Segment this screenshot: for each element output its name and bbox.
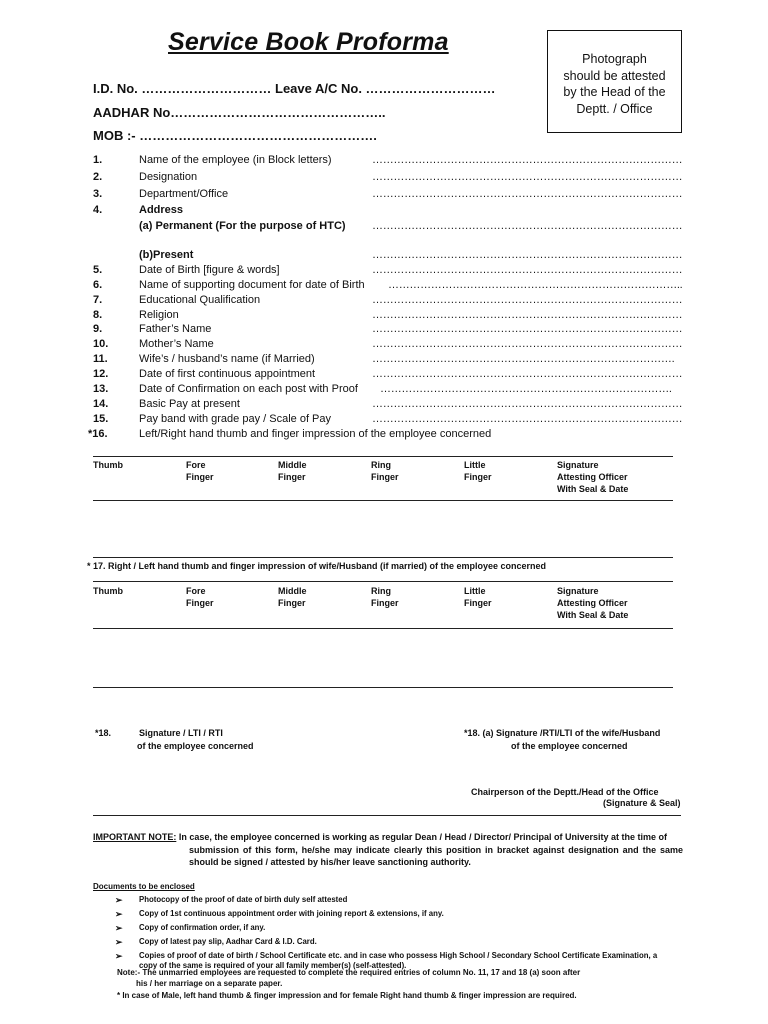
field-input-dots[interactable]: …………………………………………………………………………… (372, 188, 683, 200)
field-input-dots[interactable]: …………………………………………………………………………… (372, 264, 683, 276)
finger-col-label: Finger (371, 472, 399, 482)
field-number: 11. (93, 353, 108, 365)
field-label: Designation (139, 171, 198, 183)
field-number: 9. (93, 323, 103, 335)
page-title: Service Book Proforma (168, 28, 449, 56)
field-input-dots[interactable]: …………………………………………………………………………… (372, 398, 683, 410)
photograph-box (547, 30, 682, 133)
arrow-bullet-icon: ➢ (115, 937, 123, 947)
finger-col-label: Ring (371, 586, 391, 596)
field-number: 2. (93, 171, 103, 183)
finger-col-label: Thumb (93, 460, 123, 470)
note-unmarried: Note:- The unmarried employees are requested to complete the required entries of column No. 11, 17 and 18 (a) soon after (117, 968, 581, 977)
field-input-dots[interactable]: …………………………………………………………………………… (372, 249, 683, 261)
field-label: Date of Confirmation on each post with Proof (139, 383, 358, 395)
document-item (115, 895, 665, 906)
note-unmarried-cont: his / her marriage on a separate paper. (136, 979, 283, 988)
documents-title: Documents to be enclosed (93, 882, 195, 891)
note-male-female: * In case of Male, left hand thumb & finger impression and for female Right hand thumb & finger impression are required. (117, 991, 577, 1000)
document-item-text: Copy of confirmation order, if any. (139, 923, 266, 932)
divider (93, 815, 681, 816)
field-input-dots[interactable]: …………………………………………………………………………… (372, 323, 683, 335)
document-item-text: Copy of 1st continuous appointment order with joining report & extensions, if any. (139, 909, 444, 918)
field-label: Religion (139, 309, 179, 321)
photo-text-4: Deptt. / Office (576, 101, 653, 116)
field-number: 4. (93, 204, 103, 216)
finger-col-label: Finger (278, 598, 306, 608)
photo-text-2: should be attested (563, 68, 666, 83)
finger-col-label: Attesting Officer (557, 472, 628, 482)
arrow-bullet-icon: ➢ (115, 923, 123, 933)
chairperson-line2: (Signature & Seal) (603, 798, 681, 808)
divider (93, 628, 673, 629)
divider (93, 581, 673, 582)
finger-col-label: Thumb (93, 586, 123, 596)
divider (93, 687, 673, 688)
field-label: Father’s Name (139, 323, 212, 335)
field-label: Name of supporting document for date of Birth (139, 279, 365, 291)
sig18a-right-line1: *18. (a) Signature /RTI/LTI of the wife/Husband (464, 728, 661, 738)
finger-col-label: Ring (371, 460, 391, 470)
field-label: Address (139, 204, 184, 216)
id-leave-line: I.D. No. ………………………… Leave A/C No. ………………………… (93, 81, 496, 96)
document-item-text: Photocopy of the proof of date of birth duly self attested (139, 895, 348, 904)
field-input-dots[interactable]: ……………………………………………………………………….. (388, 279, 683, 291)
field-number: 15. (93, 413, 109, 425)
finger-col-label: Finger (371, 598, 399, 608)
field-label: Left/Right hand thumb and finger impression of the employee concerned (139, 428, 492, 440)
finger-col-label: Fore (186, 460, 206, 470)
field-number: 7. (93, 294, 103, 306)
document-item (115, 923, 665, 934)
arrow-bullet-icon: ➢ (115, 895, 123, 905)
field-number: 13. (93, 383, 109, 395)
field-input-dots[interactable]: …………………………………………………………………………… (372, 338, 683, 350)
finger-col-label: Finger (464, 598, 492, 608)
sig18a-right-line2: of the employee concerned (511, 741, 628, 751)
divider (93, 500, 673, 501)
photo-text-3: by the Head of the (563, 85, 666, 99)
field-label: Mother’s Name (139, 338, 214, 350)
field-number: 10. (93, 338, 109, 350)
important-note-first: In case, the employee concerned is working as regular Dean / Head / Director/ Principal of University at the time of (178, 832, 667, 842)
mob-line: MOB :- ………………………………………………. (93, 128, 377, 143)
field-input-dots[interactable]: …………………………………………………………………………… (372, 154, 683, 166)
field-label: Pay band with grade pay / Scale of Pay (139, 413, 332, 425)
field-number: 6. (93, 279, 103, 291)
chairperson-line1: Chairperson of the Deptt./Head of the Office (471, 787, 659, 797)
field-label: (a) Permanent (For the purpose of HTC) (139, 220, 346, 232)
important-note-rest: submission of this form, he/she may indicate clearly this position in bracket against designation and the same should be signed / attested by his/her leave sanctioning authority. (189, 844, 683, 867)
document-item-text: Copy of latest pay slip, Aadhar Card & I.D. Card. (139, 937, 317, 946)
finger-col-label: With Seal & Date (557, 610, 629, 620)
arrow-bullet-icon: ➢ (115, 909, 123, 919)
field-number: 3. (93, 188, 103, 200)
field-number: 8. (93, 309, 103, 321)
field-label: Educational Qualification (139, 294, 261, 306)
finger-col-label: Signature (557, 460, 599, 470)
field-input-dots[interactable]: …………………………………………………………………………… (372, 171, 683, 183)
field-input-dots[interactable]: …………………………………………………………………………… (372, 294, 683, 306)
finger-col-label: Finger (186, 472, 214, 482)
item-17-label: * 17. Right / Left hand thumb and finger impression of wife/Husband (if married) of the employee concerned (87, 561, 547, 571)
divider (93, 557, 673, 558)
document-item-text: Copies of proof of date of birth / School Certificate etc. and in case who possess High School / Secondary School Certificate Examination, a copy of the same is required of your all family member(s) (self-attested). (139, 951, 658, 970)
finger-col-label: Finger (186, 598, 214, 608)
finger-col-label: Finger (278, 472, 306, 482)
field-input-dots[interactable]: …………………………………………………………………………… (372, 309, 683, 321)
field-input-dots[interactable]: …………………………………………………………………………… (372, 220, 683, 232)
field-label: (b)Present (139, 249, 194, 261)
finger-col-label: With Seal & Date (557, 484, 629, 494)
field-number: 1. (93, 154, 103, 166)
finger-col-label: Little (464, 460, 486, 470)
field-input-dots[interactable]: …………………………………………………………………………… (372, 368, 683, 380)
finger-col-label: Signature (557, 586, 599, 596)
sig18-num: *18. (95, 728, 112, 738)
field-label: Department/Office (139, 188, 229, 200)
field-number: 14. (93, 398, 109, 410)
important-note-label: IMPORTANT NOTE: (93, 832, 177, 842)
finger-col-label: Middle (278, 586, 307, 596)
finger-col-label: Middle (278, 460, 307, 470)
field-input-dots[interactable]: …………………………………………………………………………. (372, 353, 675, 365)
divider (93, 456, 673, 457)
finger-col-label: Little (464, 586, 486, 596)
field-label: Date of first continuous appointment (139, 368, 316, 380)
document-item (115, 909, 665, 920)
field-label: Wife’s / husband’s name (if Married) (139, 353, 315, 365)
finger-col-label: Fore (186, 586, 206, 596)
sig18-left-line2: of the employee concerned (137, 741, 254, 751)
field-label: Name of the employee (in Block letters) (139, 154, 332, 166)
field-label: Basic Pay at present (139, 398, 240, 410)
field-input-dots[interactable]: …………………………………………………………………………… (372, 413, 683, 425)
document-item (115, 937, 665, 948)
aadhar-line: AADHAR No………………………………………….. (93, 105, 386, 120)
important-note (93, 831, 683, 869)
photo-text-1: Photograph (582, 52, 647, 66)
field-input-dots[interactable]: ………………………………………………………………………. (380, 383, 672, 395)
finger-col-label: Finger (464, 472, 492, 482)
field-number: 5. (93, 264, 103, 276)
field-label: Date of Birth [figure & words] (139, 264, 280, 276)
arrow-bullet-icon: ➢ (115, 951, 123, 961)
field-number: *16. (88, 428, 108, 440)
field-number: 12. (93, 368, 109, 380)
sig18-left-line1: Signature / LTI / RTI (139, 728, 223, 738)
finger-col-label: Attesting Officer (557, 598, 628, 608)
